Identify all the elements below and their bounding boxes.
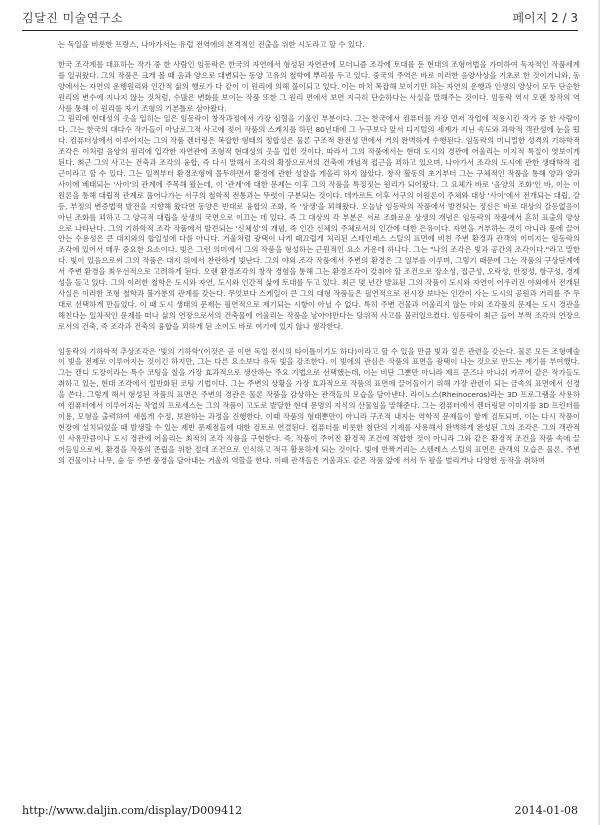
page-number: 페이지 2 / 3: [512, 10, 578, 25]
source-url: http://www.daljin.com/display/D009412: [22, 803, 243, 817]
site-title: 김달진 미술연구소: [22, 10, 124, 25]
paragraph-2: 그 원리에 현대성의 옷을 입히는 일은 임동락이 창작과정에서 가장 심혈을 기울인 부분이다. 그는 한국에서 컴퓨터를 가장 먼저 작업에 적용시킨 작가 중 한 사람이다. 그는 한국의 대다수 작가들이 아날로그적 사고에 젖어 작품의 스케치를 하던 80년대에 그 누구보다 앞서 디지털의 세계가 지닌 속도와 과학적 객관성에 눈을 떴다. 컴퓨터상에서 이루어지는 그의 작품 렌더링은 복잡한 형태의 정합성은 물론 구조적 완전성 면에서 거의 완벽하게 수행된다. 임동락의 미니멀한 성격의 기하학적 조각은 이처럼 음양의 원리에 입각한 자연관에 조형적 현대성의 옷을 입힌 것이다. 따라서 그의 작품에서는 현대 도시의 경관에 어울리는 이지적 특질이 엿보이게 된다. 최근 그의 사고는 건축과 조각의 융합, 즉 다시 말해서 조각의 확장으로서의 건축에 개념적 접근을 꾀하고 있으며, 나아가서 조각의 도시에 관한 생태학적 접근이라고 할 수 있다. 그는 일찍부터 환경조형에 몰두하면서 환경에 관한 성찰을 게을리 하지 않았다. 창작 활동의 초기부터 그는 구체적인 작품을 통해 양과 양과 사이에 베태되는 '사이'의 관계에 주목해 왔는데, 이 '관계'에 대한 문제는 이후 그의 작품을 특징짓는 원리가 되어왔다. 그 요체가 바로 '음양의 조화'인 바, 이는 이원론을 통해 대립적 관계로 풀어나가는 서구의 철학적 전통과는 뚜렷이 구분되는 것이다. 데카르트 이후 서구의 이원론이 주체와 대상 '사이'에서 전개되는 대립, 갈등, 부정의 변증법적 발전을 지향해 왔다면 동양은 반대로 융합의 조화, 즉 '상생'을 꾀해왔다. 오늘날 임동락의 작품에서 발견되는 정신은 바로 대상의 갈등없음이 아닌 조화를 꾀하고 그 양극적 대립을 상생의 국면으로 이끄는 데 있다. 즉 그 대상의 각 부분은 서로 조화로운 상생의 개념은 임동락의 작품에서 흔히 표출의 양상으로 나타난다. 그의 기하학적 조각 작품에서 발견되는 '신체성'의 개념, 즉 인간 신체의 주체로서의 인간에 대한 은유이다. 자연을 거부하는 것이 아니라 품에 끌어안는 수용성은 큰 대지와의 합일성에 다름 아니다. 거울처럼 광택이 나게 때끄럽게 처리된 스테인레스 스틸의 표면에 비친 주변 환경과 관객의 이미지는 임동락의 조각에 있어서 매우 중요한 요소이다. 빛은 그런 의미에서 그의 작품을 형성하는 근원적인 요소 가운데 하나다. 그는 "나의 조각은 빛과 공간의 조각이다."라고 말한다. 빛이 있음으로써 그의 작품은 대지 위에서 찬란하게 빛난다. 그의 야외 조각 작품에서 주변의 환경은 그 일부를 이루며, 그렇기 때문에 그는 작품의 구상단계에서 주변 환경을 최우선적으로 고려하게 된다. 오랜 환경조각의 창작 경험을 통해 그는 환경조각이 갖춰야 할 조건으로 장소성, 접근성, 오락성, 안정성, 항구성, 경제성을 들고 있다. 그의 이러한 철학은 도시와 자연, 도시와 인간적 삶에 토대를 두고 있다. 최근 몇 년간 발표된 그의 작품이 도시와 자연이 어우러진 야외에서 전개된 사실은 이러한 조형 철학과 불가분의 관계를 갖는다. 무엇보다 스케일이 큰 그의 대형 작품들은 필연적으로 전시장 보다는 인간이 사는 도시의 공원과 거리를 주 무대로 선택하게 만들었다. 이 때 도시 생태의 문제는 필연적으로 제기되는 시항이 아닐 수 없다. 특히 주변 건물과 어울리지 않는 야외 조각품의 문제는 도시 경관을 해친다는 일차적인 문제를 떠나 삶의 연장으로서의 건축물에 어울리는 작품을 낳아야만다는 당위적 사고를 불러일으켰다. 임동락이 최근 들어 부쩍 조각의 연장으로서의 건축, 즉 조각과 건축의 융합을 꾀하게 된 소이도 바로 여기에 있지 않나 생각한다.: [58, 114, 580, 331]
paragraph-1: 한국 조각계를 대표하는 작가 중 한 사람인 임동락은 한국의 자연에서 형성된 자연관에 모더니즘 조각에 토대를 둔 현대의 조형어법을 가미하여 독자적인 작품세계를 일궈왔다. 그의 작품은 크게 볼 때 음과 양으로 대변되는 동양 고유의 철학에 뿌리를 두고 있다. 중국의 주역은 바로 이러한 음양사상을 기초로 한 것이거니와, 동양에서는 자연의 운행원리와 인간적 삶의 행로가 다 같이 이 원리에 의해 풀이되고 있다. 이는 마치 복잡해 보이기만 하는 자연의 운행과 인생의 양상이 모두 단순한 원리의 변수에 지나지 않는 것처럼, 수많은 변화를 보이는 작품 또한 그 원리 면에서 보면 지극히 단순하다는 사실을 말해주는 것이다. 임동락 역시 오랜 창작의 역사를 통해 이 원리를 자기 조형의 기본틀로 삼아왔다.: [58, 59, 580, 113]
article-body: [58, 40, 580, 787]
page-footer: [22, 801, 578, 819]
page-header: [22, 6, 578, 28]
header-divider: [22, 30, 578, 31]
intro-paragraph: 는 독일을 비롯한 프랑스, 나아가서는 유럽 전역에의 본격적인 진출을 위한 시도라고 할 수 있다.: [58, 40, 365, 49]
paragraph-3: 임동락의 기하학적 추상조각은 '빛의 기하학'(이것은 곧 이번 독일 전시의 타이틀이기도 하다)이라고 할 수 있을 만큼 빛과 깊은 관련을 갖는다. 물론 모든 조형예술이 빛을 전제로 이루어지는 것이긴 하지만, 그는 다른 요소보다 유독 빛을 강조한다. 이 빛에의 관심은 작품의 표면을 광택이 나는 것으로 만드는 계기를 부여했다. 그는 캔디 도장이라는 특수 코팅을 칠을 가장 효과적으로 생산하는 주요 기법으로 선택했는데, 이는 비단 그뿐만 아니라 제프 쿤즈나 아니쉬 카푸어 같은 작가들도 취하고 있는, 현대 조각에서 일반화된 코팅 기법이다. 그는 주변의 상황을 가장 효과적으로 작품의 표면에 끌어들이기 위해 가장 관련이 되는 금속의 표면에서 신경을 쓴다. 그렇게 해서 형성된 작품의 표면은 주변의 경관은 물론 작품을 감상하는 관객들의 모습을 담아낸다. 라이노스(Rheinoceros)라는 3D 프로그램을 사용하여 컴퓨터에서 이루어지는 작업의 프로세스는 그의 작품이 고도로 발달한 현대 문명의 지식의 산물임을 말해준다. 그는 컴퓨터에서 렌더링된 이미지를 3D 프린터를 이용, 모형을 출력하여 새롭게 수정, 보완하는 과정을 진행한다. 이때 작품의 형태뿐만이 아니라 구조적 내지는 역학적 문제들이 함께 검토되며, 이는 다시 작품이 현장에 설치되었을 때 발생할 수 있는 제반 문제점들에 대한 검토로 연결된다. 컴퓨터를 비롯한 첨단의 기계를 사용해서 완벽하게 완성된 그의 조각은 그의 객관적인 사유만큼이나 도시 경관에 어울리는 최적의 조각 작품을 구현한다. 즉, 작품이 주어진 환경적 조건에 적합한 것이 아니라 그와 같은 환경적 조건을 작품 속에 끌어들임으로써, 환경을 작품의 존립을 위한 절대 조건으로 인식하고 적극 활용하게 되는 것이다. 빛에 반짝거리는 스텐레스 스틸의 표면은 관객의 모습은 물론, 주변의 건물이나 나무, 숲 등 주변 풍경을 담아내는 거울의 역할을 한다. 이때 관객들은 거울과도 같은 작품 앞에 서서 두 팔을 벌리거나 다양한 동작을 취하며: [58, 346, 580, 465]
print-date: 2014-01-08: [514, 803, 578, 817]
